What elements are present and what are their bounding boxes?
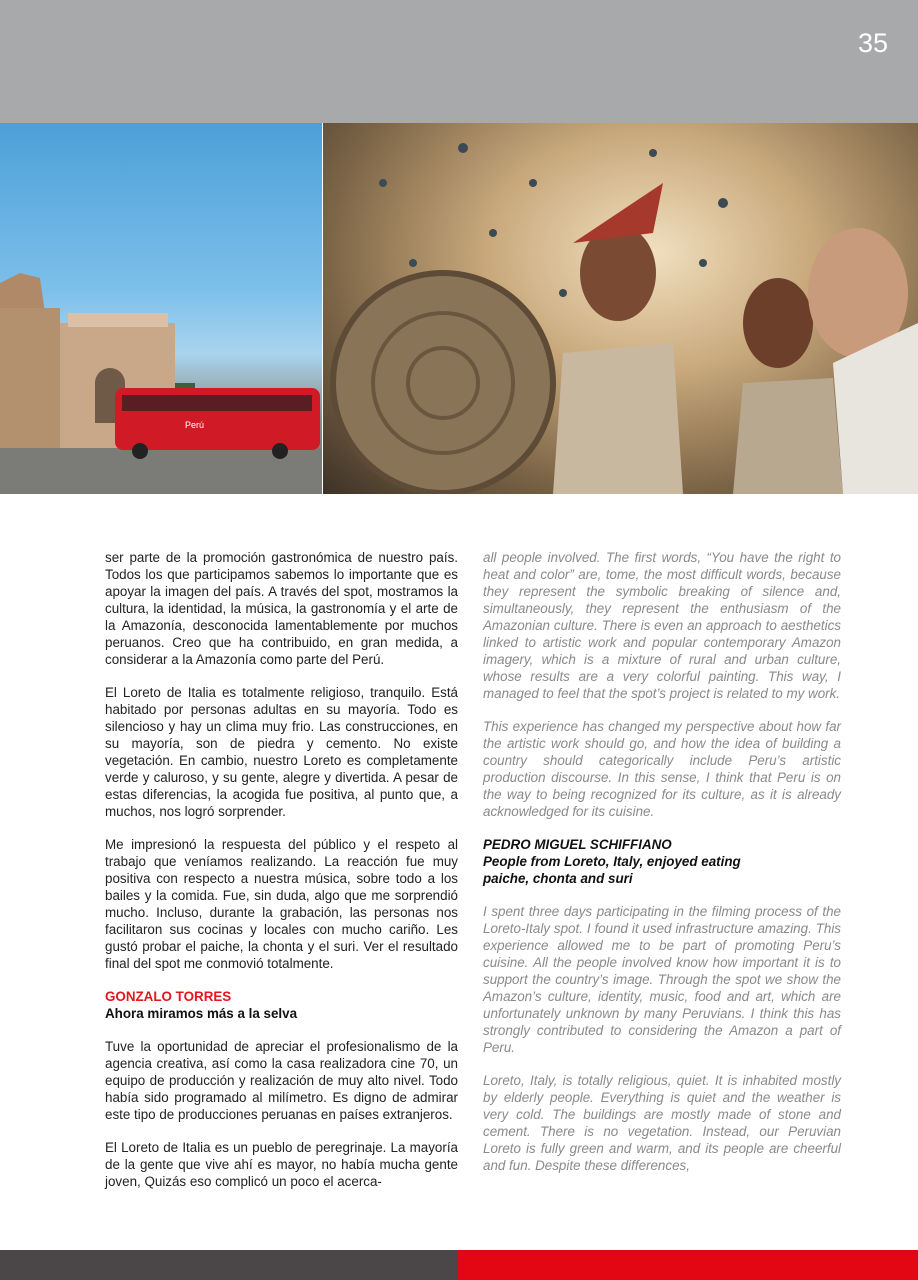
footer-bar-red <box>458 1250 918 1280</box>
paragraph: This experience has changed my perspective about how far the artistic work should go, and how the idea of building a country should categorically include Peru’s artistic production discourse. In this sense, I think that Peru is on the way to being recognized for its culture, as it is already acknowledged for its cuisine. <box>483 719 841 819</box>
paragraph: El Loreto de Italia es un pueblo de peregrinaje. La mayoría de la gente que vive ahí es mayor, no había mucha gente joven, Quizás eso complicó un poco el acerca- <box>105 1140 458 1189</box>
loreto-italy-scene <box>0 123 322 494</box>
section-name: GONZALO TORRES <box>105 989 232 1004</box>
section-name: PEDRO MIGUEL SCHIFFIANO <box>483 837 672 852</box>
header-band <box>0 0 918 123</box>
amazon-scene <box>323 123 918 494</box>
section-subtitle-line-1: People from Loreto, Italy, enjoyed eating <box>483 854 741 869</box>
section-subtitle: Ahora miramos más a la selva <box>105 1006 298 1021</box>
paragraph: ser parte de la promoción gastronómica de nuestro país. Todos los que participamos sabemos lo importante que es apoyar la imagen del país. A través del spot, mostramos la cultura, la identidad, la música, la gastronomía y el arte de la Amazonía, desconocida lamentablemente por muchos peruanos. Creo que ha contribuido, en gran medida, a considerar a la Amazonía como parte del Perú. <box>105 550 458 667</box>
section-subtitle-line-2: paiche, chonta and suri <box>483 871 633 886</box>
red-bus <box>115 388 320 459</box>
paragraph: Me impresionó la respuesta del público y el respeto al trabajo que veníamos realizando. La reacción fue muy positiva con respecto a nuestra música, sobre todo a los bailes y la comida. Fue, sin duda, algo que me sorprendió mucho. Incluso, durante la grabación, las personas nos facilitaron sus cocinas y locales con mucho cariño. Les gustó probar el paiche, la chonta y el suri. Ver el resultado final del spot me conmovió totalmente. <box>105 837 458 971</box>
right-column-english <box>483 549 841 1190</box>
left-column-spanish <box>105 549 458 1206</box>
paragraph: all people involved. The first words, “You have the right to heat and color” are, tome, the most difficult words, because they represent the symbolic breaking of silence and, simultaneously, they represent the enthusiasm of the Amazonian culture. There is even an approach to aesthetics linked to artistic work and popular contemporary Amazon imagery, which is a mixture of rural and urban culture, whose results are a very colorful painting. This way, I managed to feel that the spot’s project is related to my work. <box>483 550 841 701</box>
paragraph: I spent three days participating in the filming process of the Loreto-Italy spot. I found it used infrastructure amazing. This experience allowed me to be part of promoting Peru’s cuisine. All the people involved know how important it is to support the country’s image. Through the spot we show the Amazon’s culture, identity, music, food and art, which are unfortunately unknown by many Peruvians. I think this has strongly contributed to considering the Amazon a part of Peru. <box>483 904 841 1055</box>
photo-loreto-italy <box>0 123 322 494</box>
footer-bar-dark <box>0 1250 458 1280</box>
page-number: 35 <box>857 28 888 58</box>
paragraph: El Loreto de Italia es totalmente religioso, tranquilo. Está habitado por personas adultas en su mayoría. Todo es silencioso y hay un clima muy frio. Las construcciones, en su mayoría, son de piedra y cemento. No existe vegetación. En cambio, nuestro Loreto es completamente verde y caluroso, y su gente, alegre y divertida. A pesar de estas diferencias, la acogida fue positiva, al punto que, a muchos, nos logró sorprender. <box>105 685 458 819</box>
photo-amazon-children <box>323 123 918 494</box>
bus-logo: Perú <box>185 420 205 430</box>
paragraph: Loreto, Italy, is totally religious, quiet. It is inhabited mostly by elderly people. Everything is quiet and the weather is very cold. The buildings are mostly made of stone and cement. There is no vegetation. Instead, our Peruvian Loreto is fully green and warm, and its people are cheerful and fun. Despite these differences, <box>483 1073 841 1173</box>
paragraph: Tuve la oportunidad de apreciar el profesionalismo de la agencia creativa, así como la casa realizadora cine 70, un equipo de producción y realización de muy alto nivel. Todo había sido programado al milímetro. Es digno de admirar este tipo de producciones peruanas en países extranjeros. <box>105 1039 458 1122</box>
